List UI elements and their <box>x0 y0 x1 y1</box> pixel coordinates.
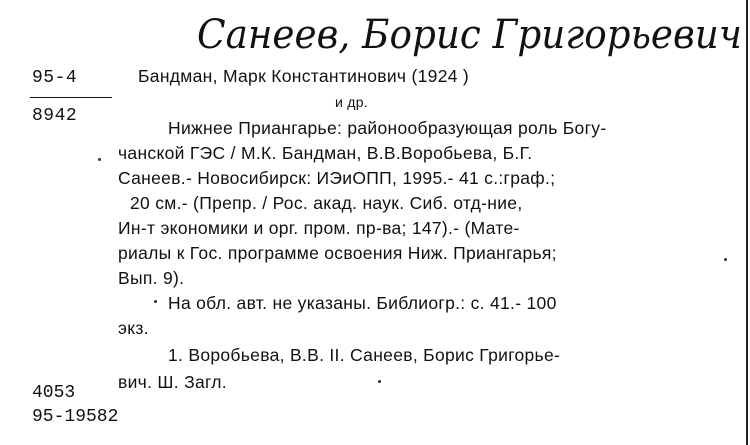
body-line: чанской ГЭС / М.К. Бандман, В.В.Воробьева, Б.Г. <box>118 143 533 163</box>
notes-line: На обл. авт. не указаны. Библиогр.: с. 41.- 100 <box>168 293 557 313</box>
entry-heading-note: и др. <box>335 94 369 110</box>
ink-speck <box>378 380 381 383</box>
notes-line: экз. <box>118 318 149 338</box>
accession-number-1: 4053 <box>32 383 76 403</box>
body-line: Нижнее Приангарье: районообразующая роль Богу- <box>168 118 607 138</box>
ink-speck <box>724 258 727 261</box>
body-line: 20 см.- (Препр. / Рос. акад. наук. Сиб. отд-ние, <box>130 193 523 213</box>
ink-speck <box>154 300 157 303</box>
card-edge <box>746 0 748 445</box>
call-number-divider <box>30 97 112 98</box>
body-line: риалы к Гос. программе освоения Ниж. Приангарья; <box>118 243 557 263</box>
ink-speck <box>98 158 101 161</box>
call-number-top: 95-4 <box>32 68 78 88</box>
handwritten-note <box>195 4 745 66</box>
accession-number-2: 95-19582 <box>32 407 119 427</box>
body-line: Ин-т экономики и орг. пром. пр-ва; 147).- (Мате- <box>118 218 520 238</box>
entry-heading: Бандман, Марк Константинович (1924 ) <box>138 66 470 86</box>
body-line: Санеев.- Новосибирск: ИЭиОПП, 1995.- 41 с.:граф.; <box>118 168 556 188</box>
svg-text:Санеев, Борис Григорьевич: Санеев, Борис Григорьевич <box>197 12 742 58</box>
tracings-line: 1. Воробьева, В.В. II. Санеев, Борис Григорье- <box>168 345 561 365</box>
call-number-bottom: 8942 <box>32 106 78 126</box>
tracings-line: вич. Ш. Загл. <box>118 372 227 392</box>
body-line: Вып. 9). <box>118 268 185 288</box>
